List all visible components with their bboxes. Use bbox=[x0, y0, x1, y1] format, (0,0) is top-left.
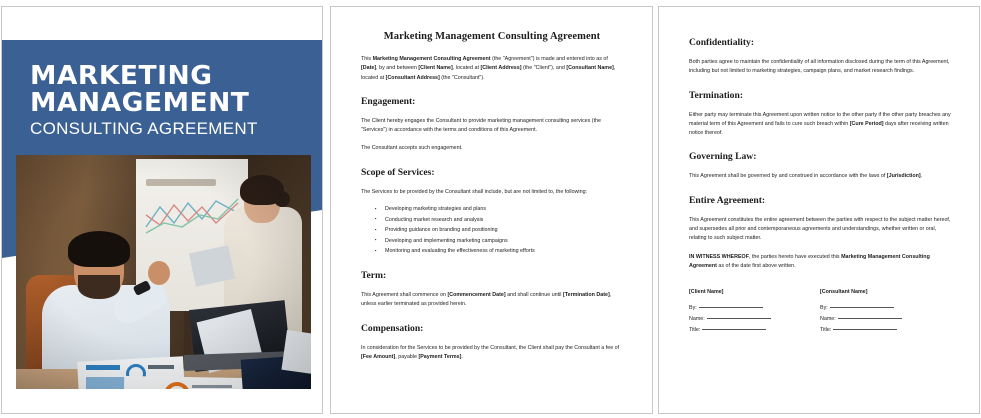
document-page-1-cover[interactable] bbox=[1, 6, 323, 414]
agreement-title: Marketing Management Consulting Agreement bbox=[383, 31, 601, 42]
signature-consultant-name-line[interactable] bbox=[838, 318, 902, 319]
term-field-termination-date: [Termination Date] bbox=[562, 292, 610, 299]
confidentiality-paragraph: Both parties agree to maintain the confidentiality of all information disclosed during the term of this Agreement, including but not limited to marketing strategies, campaign plans, and market research findings. bbox=[689, 59, 950, 75]
signature-column-consultant bbox=[820, 289, 951, 336]
intro-text-3: , by and between bbox=[376, 65, 419, 72]
compensation-paragraph bbox=[361, 344, 623, 363]
cover-title-group bbox=[30, 63, 300, 140]
compensation-field-payment-terms: [Payment Terms] bbox=[418, 353, 462, 360]
witness-text-1: , the parties hereto have executed this bbox=[748, 253, 842, 260]
intro-field-date: [Date] bbox=[361, 65, 377, 72]
list-item: ▪ Monitoring and evaluating the effectiveness of marketing efforts bbox=[385, 246, 623, 257]
page-3-body bbox=[689, 31, 951, 336]
section-heading-compensation: Compensation: bbox=[361, 322, 424, 334]
signature-block bbox=[689, 289, 951, 336]
signature-by-label: By: bbox=[820, 304, 828, 311]
document-page-2[interactable] bbox=[330, 6, 653, 414]
intro-text-6: , located at bbox=[361, 65, 616, 81]
intro-text-5: (the "Client"), and bbox=[521, 65, 567, 72]
signature-client-label: [Client Name] bbox=[689, 289, 724, 296]
section-heading-governing-law: Governing Law: bbox=[689, 151, 757, 163]
term-text-2: and shall continue until bbox=[505, 292, 563, 299]
cover-subtitle: CONSULTING AGREEMENT bbox=[30, 119, 258, 138]
section-heading-termination: Termination: bbox=[689, 89, 744, 101]
section-heading-engagement: Engagement: bbox=[361, 95, 416, 107]
scope-services-list bbox=[361, 204, 623, 257]
compensation-text-1: In consideration for the Services to be provided by the Consultant, the Client shall pay the Consultant a fee of bbox=[361, 344, 620, 351]
term-paragraph bbox=[361, 291, 623, 310]
governing-law-text-2: . bbox=[920, 173, 923, 180]
signature-by-label: By: bbox=[689, 304, 697, 311]
cover-title-line-1: MARKETING bbox=[30, 61, 213, 91]
signature-name-label: Name: bbox=[820, 315, 836, 322]
section-heading-confidentiality: Confidentiality: bbox=[689, 37, 755, 48]
signature-column-client bbox=[689, 289, 820, 336]
signature-consultant-label: [Consultant Name] bbox=[820, 289, 868, 296]
witness-text-2: as of the date first above written. bbox=[716, 262, 796, 269]
list-item: ▪ Providing guidance on branding and positioning bbox=[385, 225, 623, 236]
section-heading-entire-agreement: Entire Agreement: bbox=[689, 194, 766, 206]
signature-client-by-line[interactable] bbox=[699, 307, 763, 308]
signature-title-label: Title: bbox=[820, 326, 832, 333]
document-page-3[interactable] bbox=[658, 6, 980, 414]
cover-photo bbox=[16, 155, 311, 389]
photo-vignette bbox=[16, 155, 311, 389]
signature-client-title-line[interactable] bbox=[702, 329, 766, 330]
cover-title-line-2: MANAGEMENT bbox=[30, 88, 250, 118]
section-heading-scope-of-services: Scope of Services: bbox=[361, 166, 435, 178]
termination-text-2: days after receiving written notice thereof. bbox=[689, 120, 949, 137]
intro-bold-agreement-name: Marketing Management Consulting Agreement bbox=[372, 56, 491, 62]
signature-consultant-by-line[interactable] bbox=[830, 307, 894, 308]
signature-consultant-title-line[interactable] bbox=[833, 329, 897, 330]
intro-field-consultant-name: [Consultant Name] bbox=[566, 65, 614, 72]
signature-title-label: Title: bbox=[689, 326, 701, 333]
list-item: ▪ Developing and implementing marketing campaigns bbox=[385, 236, 623, 247]
intro-text-4: , located at bbox=[452, 65, 481, 72]
signature-consultant-name-row bbox=[820, 314, 951, 325]
intro-field-consultant-address: [Consultant Address] bbox=[385, 74, 440, 81]
governing-law-paragraph bbox=[689, 172, 951, 181]
witness-paragraph bbox=[689, 253, 951, 272]
engagement-paragraph-1: The Client hereby engages the Consultant to provide marketing management consulting services (the "Services") in accordance with the terms and conditions of this Agreement. bbox=[361, 117, 602, 134]
term-text-1: This Agreement shall commence on bbox=[361, 292, 448, 299]
compensation-text-3: . bbox=[461, 353, 463, 360]
intro-text-1: This bbox=[361, 56, 373, 62]
term-text-3: , unless earlier terminated as provided herein. bbox=[361, 292, 612, 308]
witness-lead-in: IN WITNESS WHEREOF bbox=[689, 253, 749, 260]
signature-client-name-row bbox=[689, 314, 820, 325]
signature-consultant-by-row bbox=[820, 303, 951, 314]
term-field-commencement-date: [Commencement Date] bbox=[447, 292, 506, 299]
termination-text-1: Either party may terminate this Agreement upon written notice to the other party if the other party breaches any material term of this Agreement and fails to cure such breach within bbox=[689, 111, 951, 127]
engagement-paragraph-2: The Consultant accepts such engagement. bbox=[361, 145, 463, 152]
governing-law-text-1: This Agreement shall be governed by and construed in accordance with the laws of bbox=[689, 173, 887, 180]
scope-paragraph-1: The Services to be provided by the Consultant shall include, but are not limited to, the following: bbox=[361, 188, 588, 195]
list-item: ▪ Developing marketing strategies and plans bbox=[385, 204, 623, 215]
compensation-text-2: , payable bbox=[395, 353, 419, 360]
signature-consultant-title-row bbox=[820, 325, 951, 336]
termination-field-cure-period: [Cure Period] bbox=[849, 120, 884, 127]
intro-text-2: (the "Agreement") is made and entered into as of bbox=[490, 56, 608, 62]
agreement-intro-paragraph bbox=[361, 55, 623, 83]
intro-field-client-name: [Client Name] bbox=[418, 65, 453, 72]
signature-client-title-row bbox=[689, 325, 820, 336]
list-item: ▪ Conducting market research and analysis bbox=[385, 215, 623, 226]
intro-field-client-address: [Client Address] bbox=[480, 65, 522, 72]
witness-agreement-name: Marketing Management Consulting Agreement bbox=[689, 253, 930, 269]
signature-client-name-line[interactable] bbox=[707, 318, 771, 319]
governing-law-field-jurisdiction: [Jurisdiction] bbox=[886, 173, 921, 180]
intro-text-7: (the "Consultant"). bbox=[439, 74, 485, 81]
page-2-body bbox=[361, 31, 623, 371]
signature-name-label: Name: bbox=[689, 315, 705, 322]
section-heading-term: Term: bbox=[361, 270, 387, 282]
entire-agreement-paragraph: This Agreement constitutes the entire agreement between the parties with respect to the subject matter hereof, and supersedes all prior and contemporaneous agreements and understandings, whether written or oral, relating to such subject matter. bbox=[689, 216, 951, 242]
signature-client-by-row bbox=[689, 303, 820, 314]
compensation-field-fee-amount: [Fee Amount] bbox=[361, 353, 396, 360]
termination-paragraph bbox=[689, 111, 951, 139]
